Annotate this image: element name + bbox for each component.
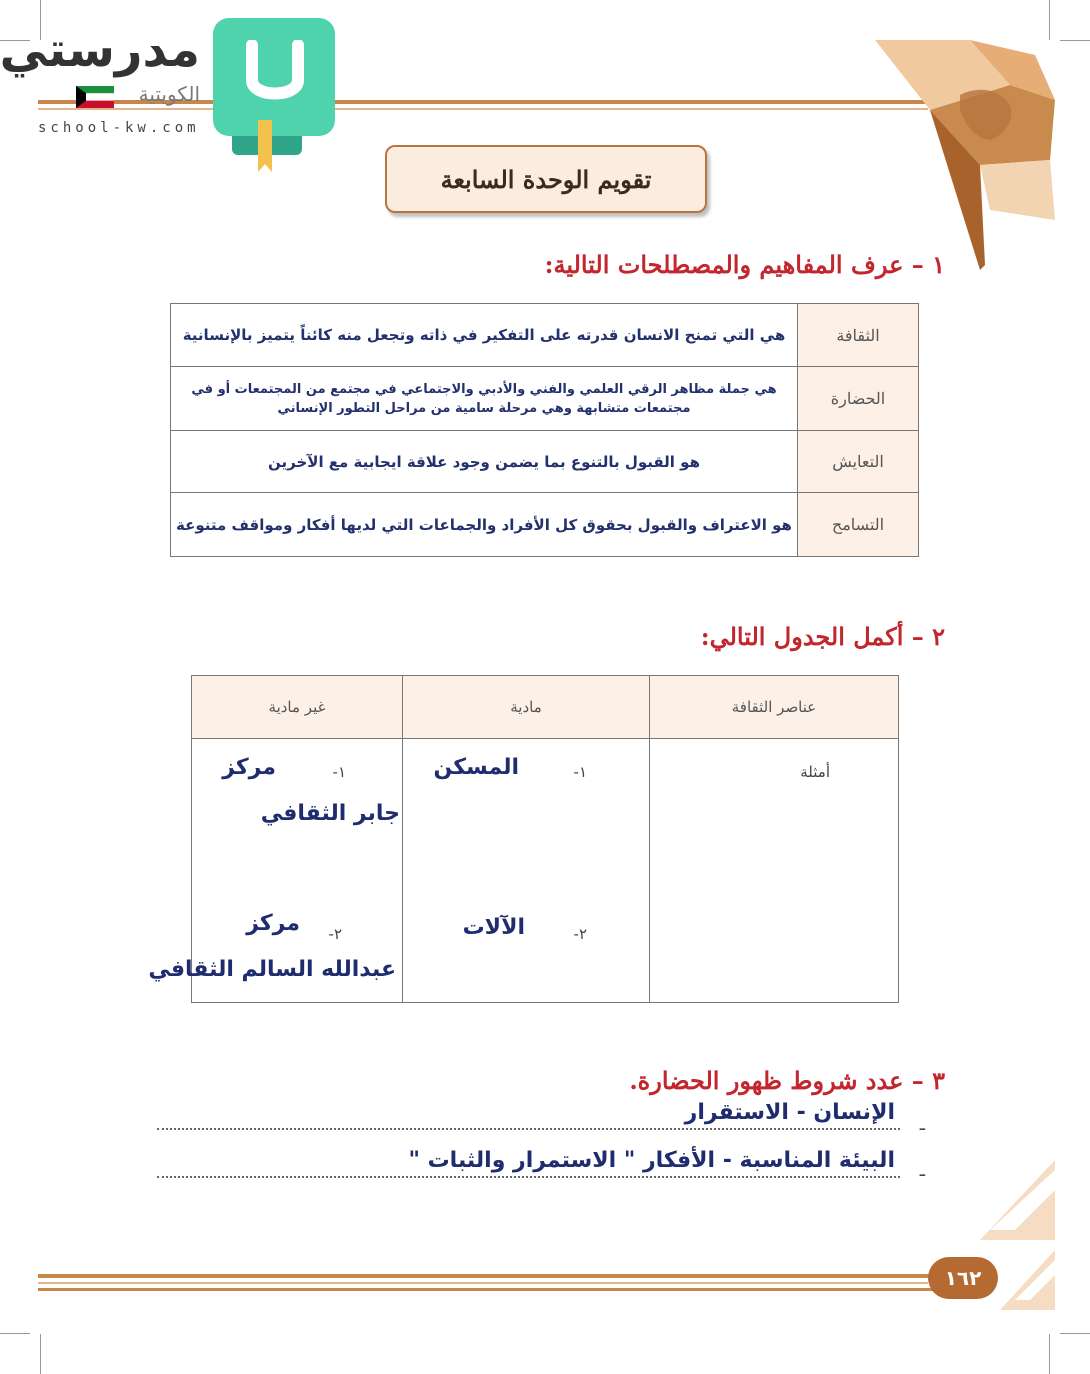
item-number: ٢- (573, 925, 587, 943)
row-label: أمثلة (800, 763, 830, 781)
term-cell: التعايش (798, 431, 919, 493)
crop-mark (1060, 40, 1090, 41)
answer-line (157, 1128, 900, 1130)
crop-mark (1060, 1333, 1090, 1334)
nonmaterial-answer: عبدالله السالم الثقافي (148, 957, 396, 982)
table-header-row (192, 676, 899, 739)
definition-cell: هي جملة مظاهر الرقي العلمي والفني والأدبي والاجتماعي في مجتمع من المجتمعات أو في مجتمعات متشابهة وهي مرحلة سامية من مراحل التطور الإنساني (171, 367, 798, 431)
footer-stripe (38, 1282, 928, 1284)
answer-line (157, 1176, 900, 1178)
corner-decoration (860, 30, 1060, 280)
item-number: ١- (573, 763, 587, 781)
term-cell: الحضارة (798, 367, 919, 431)
logo-subtitle: الكويتية (138, 82, 200, 106)
page-number: ١٦٢ (928, 1257, 998, 1299)
header-material: مادية (403, 676, 650, 739)
bullet: ـ (919, 1160, 925, 1181)
page-title (385, 145, 707, 213)
nonmaterial-cell (148, 739, 403, 1003)
material-cell (403, 739, 650, 1003)
header-nonmaterial: غير مادية (192, 676, 403, 739)
condition-answer: البيئة المناسبة - الأفكار " الاستمرار والثبات " (408, 1148, 895, 1173)
table-row (171, 367, 919, 431)
crop-mark (0, 1333, 30, 1334)
kuwait-flag-icon (76, 86, 114, 108)
condition-answer: الإنسان - الاستقرار (684, 1100, 895, 1125)
crop-mark (1049, 1334, 1050, 1374)
question-2-heading: ٢ – أكمل الجدول التالي: (700, 622, 945, 651)
table-row (192, 739, 899, 1003)
term-cell: الثقافة (798, 304, 919, 367)
logo-name: مدرستي (0, 22, 200, 78)
footer-stripe (38, 1274, 938, 1278)
term-cell: التسامح (798, 493, 919, 557)
table-row (171, 304, 919, 367)
page-title-text: تقويم الوحدة السابعة (440, 164, 652, 194)
header-stripe (38, 108, 928, 110)
culture-elements-table (148, 675, 899, 1003)
crop-mark (40, 1334, 41, 1374)
nonmaterial-answer: مركز (246, 911, 300, 936)
nonmaterial-answer: جابر الثقافي (260, 801, 400, 826)
row-label-cell (650, 739, 899, 1003)
definition-cell: هو القبول بالتنوع بما يضمن وجود علاقة ايجابية مع الآخرين (171, 431, 798, 493)
logo-url: school-kw.com (38, 120, 200, 136)
bullet: ـ (919, 1114, 925, 1135)
header-elements: عناصر الثقافة (650, 676, 899, 739)
definition-cell: هي التي تمنح الانسان قدرته على التفكير في ذاته وتجعل منه كائناً يتميز بالإنسانية (171, 304, 798, 367)
table-row (171, 431, 919, 493)
question-3-heading: ٣ – عدد شروط ظهور الحضارة. (629, 1066, 945, 1095)
question-1-heading: ١ – عرف المفاهيم والمصطلحات التالية: (544, 250, 945, 279)
item-number: ٢- (328, 925, 342, 943)
bookmark-icon (258, 120, 272, 172)
material-answer: الآلات (462, 915, 525, 940)
material-answer: المسكن (433, 755, 519, 780)
footer-stripe (38, 1288, 938, 1291)
nonmaterial-answer: مركز (222, 755, 276, 780)
table-row (171, 493, 919, 557)
logo-glyph-icon (240, 40, 310, 110)
item-number: ١- (332, 763, 346, 781)
definition-cell: هو الاعتراف والقبول بحقوق كل الأفراد والجماعات التي لديها أفكار ومواقف متنوعة (171, 493, 798, 557)
definitions-table (170, 303, 919, 557)
